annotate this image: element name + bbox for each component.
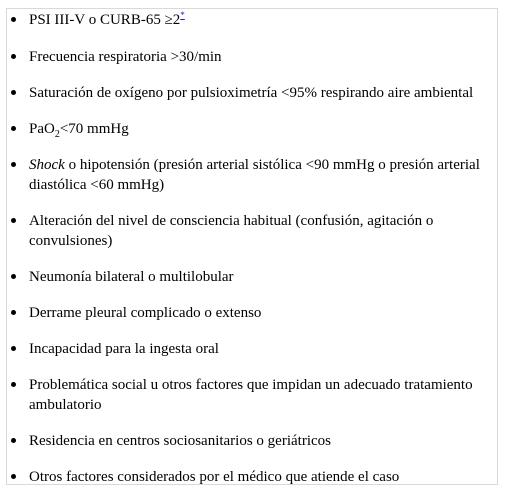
list-item-text: Saturación de oxígeno por pulsioximetría <95% respirando aire ambiental (29, 85, 474, 101)
list-item-label: PSI III-V o CURB-65 ≥2 (29, 12, 181, 28)
subscript: 2 (54, 129, 60, 140)
bullet-icon (11, 274, 16, 279)
list-item-text (29, 119, 503, 139)
list-item-suffix: <70 mmHg (59, 121, 129, 137)
bullet-icon (11, 346, 16, 351)
bullet-icon (11, 218, 16, 223)
list-item-text (29, 10, 503, 30)
list-item-text (29, 155, 503, 195)
list-item-suffix: o hipotensión (presión arterial sistólica <90 mmHg o presión arterial diastólica <60 mmHg) (29, 157, 480, 193)
bullet-icon (11, 162, 16, 167)
bullet-icon (11, 474, 16, 479)
emphasis-term: Shock (29, 157, 65, 173)
bullet-icon (11, 126, 16, 131)
list-item-label: PaO (29, 121, 55, 137)
list-item-text: Problemática social u otros factores que impidan un adecuado tratamiento ambulatorio (29, 377, 473, 413)
list-item-text: Residencia en centros sociosanitarios o geriátricos (29, 433, 331, 449)
list-item-text: Frecuencia respiratoria >30/min (29, 49, 222, 65)
bullet-icon (11, 382, 16, 387)
list-item-text: Incapacidad para la ingesta oral (29, 341, 219, 357)
footnote-link[interactable]: * (180, 10, 185, 20)
list-item-text: Derrame pleural complicado o extenso (29, 305, 262, 321)
list-item-text: Neumonía bilateral o multilobular (29, 269, 234, 285)
bullet-icon (11, 54, 16, 59)
bullet-icon (11, 310, 16, 315)
bullet-icon (11, 90, 16, 95)
list-item-text: Otros factores considerados por el médico que atiende el caso (29, 469, 400, 485)
bullet-icon (11, 17, 16, 22)
bullet-icon (11, 438, 16, 443)
list-item-text: Alteración del nivel de consciencia habitual (confusión, agitación o convulsiones) (29, 213, 434, 249)
